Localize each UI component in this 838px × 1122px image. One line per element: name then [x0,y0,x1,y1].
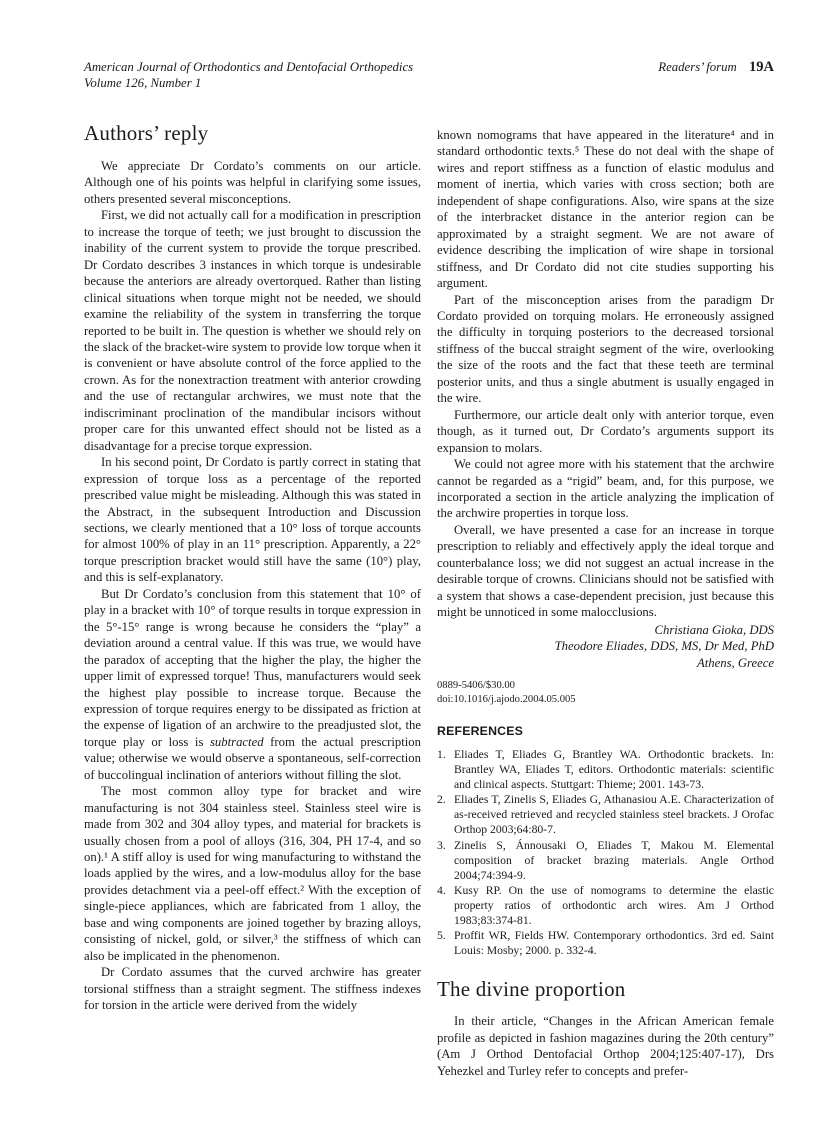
signature-block [437,622,774,671]
reference-number: 4. [437,883,446,897]
paragraph-text: But Dr Cordato’s conclusion from this statement that 10° of play in a bracket with 10° of torque results in torque expression in the 5°-15° range is wrong because he considers the “play” a deviation around a central value. If this was true, we would have the paradox of accepting that the higher the play, the higher the upper limit of expressed torque! Thus, manufacturers would seek the highest play possible to increase torque. Because the expression of torque requires energy to be dissipated as friction at the expense of ligation of an archwire to the preadjusted slot, the torque play or loss is [84,586,421,749]
signature-line: Theodore Eliades, DDS, MS, Dr Med, PhD [554,639,774,654]
paragraph: We could not agree more with his statement that the archwire cannot be regarded as a “rigid” beam, and, for this purpose, we incorporated a section in the article analyzing the implication of the archwire properties in torque loss. [437,457,774,521]
paragraph: First, we did not actually call for a modification in prescription to increase the torque of teeth; we just brought to discussion the inability of the current system to provide the torque prescribed. Dr Cordato describes 3 instances in which torque is undesirable because the anteriors are already overtorqued. Rather than listing clinical situations when torque might not be needed, we should examine the reliability of the system in transferring the torque reported to be built in. The question is whether we should rely on the slack of the bracket-wire system to provide low torque when it is convenient or have absolute control of the force applied to the crown. As for the nonextraction treatment with anterior crowding and the use of rectangular archwires, we must note that the indiscriminant proclination of the mandibular incisors without proper care for this unwanted effect should not be listed as a disadvantage for a precise torque expression. [84,208,421,453]
page-header [84,60,774,91]
paragraph: We appreciate Dr Cordato’s comments on our article. Although one of his points was helpful in clarifying some issues, others presented several misconceptions. [84,159,421,206]
left-column [84,120,421,1014]
paragraph: Furthermore, our article dealt only with anterior torque, even though, as it turned out, Dr Cordato’s arguments support its expansion to molars. [437,407,774,455]
paragraph: Dr Cordato assumes that the curved archwire has greater torsional stiffness than a straight segment. The stiffness indexes for torsion in the article were derived from the widely [84,965,421,1013]
reference-number: 1. [437,747,446,761]
emphasized-word: subtracted [209,734,264,749]
reference-text: Eliades T, Zinelis S, Eliades G, Athanasiou A.E. Characterization of as-received retrieved and recycled stainless steel brackets. J Orofac Orthop 2003;64:80-7. [454,793,774,837]
reference-text: Proffit WR, Fields HW. Contemporary orthodontics. 3rd ed. Saint Louis: Mosby; 2000. p. 332-4. [454,929,774,958]
paragraph-text: from the actual prescription value; otherwise we would observe a spontaneous, self-correction of buccolingual inclination of anteriors without filling the slot. [84,734,421,782]
paragraph: Overall, we have presented a case for an increase in torque prescription to reliably and effectively apply the ideal torque and counterbalance loss; we did not suggest an actual increase in the desirable torque of crowns. Clinicians should not be satisfied with a system that shows a case-dependent precision, just because this might be unnoticed in some malocclusions. [437,522,774,620]
reference-item [437,792,774,837]
paragraph: Part of the misconception arises from the paradigm Dr Cordato provided on torquing molars. He erroneously assigned the difficulty in torquing posteriors to the decreased torsional stiffness of the buccal straight segment of the wire, overlooking the size of the roots and the fact that these teeth are terminal posterior units, and thus a single abutment is usually engaged in the wire. [437,292,774,406]
reference-item [437,838,774,883]
reference-text: Kusy RP. On the use of nomograms to determine the elastic property ratios of orthodontic arch wires. Am J Orthod 1983;83:374-81. [454,883,774,927]
journal-info [84,60,413,91]
signature-line: Athens, Greece [696,655,774,670]
article-title-divine-proportion: The divine proportion [437,977,626,1002]
reference-item [437,928,774,958]
paragraph: In their article, “Changes in the African American female profile as depicted in fashion magazines during the 20th century” (Am J Orthod Dentofacial Orthop 2004;125:407-17), Drs Yehezkel and Turley refer to concepts and prefer- [437,1014,774,1078]
paragraph-continuation: known nomograms that have appeared in the literature⁴ and in standard orthodontic texts.⁵ These do not deal with the shape of wires and report stiffness as a function of elastic modulus and moment of inertia, which varies with cross section; both are independent of shape configurations. Also, wire spans at the size of the interbracket distance in the anterior region can be approximated by a straight segment. We are not aware of evidence describing the implication of wire shape in torsional stiffness, and Dr Cordato did not cite studies supporting his argument. [437,128,774,291]
page-number: 19A [749,59,774,75]
paragraph: The most common alloy type for bracket and wire manufacturing is not 304 stainless steel. Stainless steel wire is made from 302 and 304 alloy types, and material for brackets is usually chosen from a pool of alloys (316, 304, PH 17-4, and so on).¹ A stiff alloy is used for wing manufacturing to withstand the loads applied by the wires, and a low-modulus alloy for the base provides detachment via a peel-off effect.² With the exception of single-piece appliances, which are fabricated from 1 alloy, the base and wing components are joined together by brazing alloys, consisting of nickel, gold, or silver,³ the stiffness of which can also be implicated in the phenomenon. [84,784,421,963]
paragraph: In his second point, Dr Cordato is partly correct in stating that expression of torque loss as a percentage of the reported prescribed value might be misleading. Although this was stated in the Abstract, in the subsequent Introduction and Discussion sections, we clearly mentioned that a 10° loss of torque accounts for almost 100% of play in an 11° prescription. Apparently, a 22° torque prescription bracket would still have the same (10°) play, and this is self-explanatory. [84,455,421,585]
reference-text: Zinelis S, Ánnousaki O, Eliades T, Makou M. Elemental composition of bracket brazing materials. Angle Orthod 2004;74:394-9. [454,838,774,882]
reference-number: 5. [437,929,446,943]
journal-title: American Journal of Orthodontics and Dentofacial Orthopedics [84,60,414,74]
signature-line: Christiana Gioka, DDS [654,622,774,637]
running-head [658,60,774,76]
references-heading: REFERENCES [437,723,524,738]
section-label: Readers’ forum [658,60,737,74]
doi-line: doi:10.1016/j.ajodo.2004.05.005 [437,694,576,706]
article-footnote [437,679,774,708]
paragraph [84,586,421,783]
right-column [437,120,774,1079]
reference-item [437,747,774,792]
reference-number: 3. [437,838,446,852]
copyright-line: 0889-5406/$30.00 [437,679,515,691]
reference-text: Eliades T, Eliades G, Brantley WA. Orthodontic brackets. In: Brantley WA, Eliades T, editors. Orthodontic materials: scientific and clinical aspects. Stuttgart: Thieme; 2001. 143-73. [454,747,774,792]
reference-number: 2. [437,793,446,807]
reference-item [437,883,774,928]
journal-volume: Volume 126, Number 1 [84,75,202,90]
article-title-authors-reply: Authors’ reply [84,121,209,145]
